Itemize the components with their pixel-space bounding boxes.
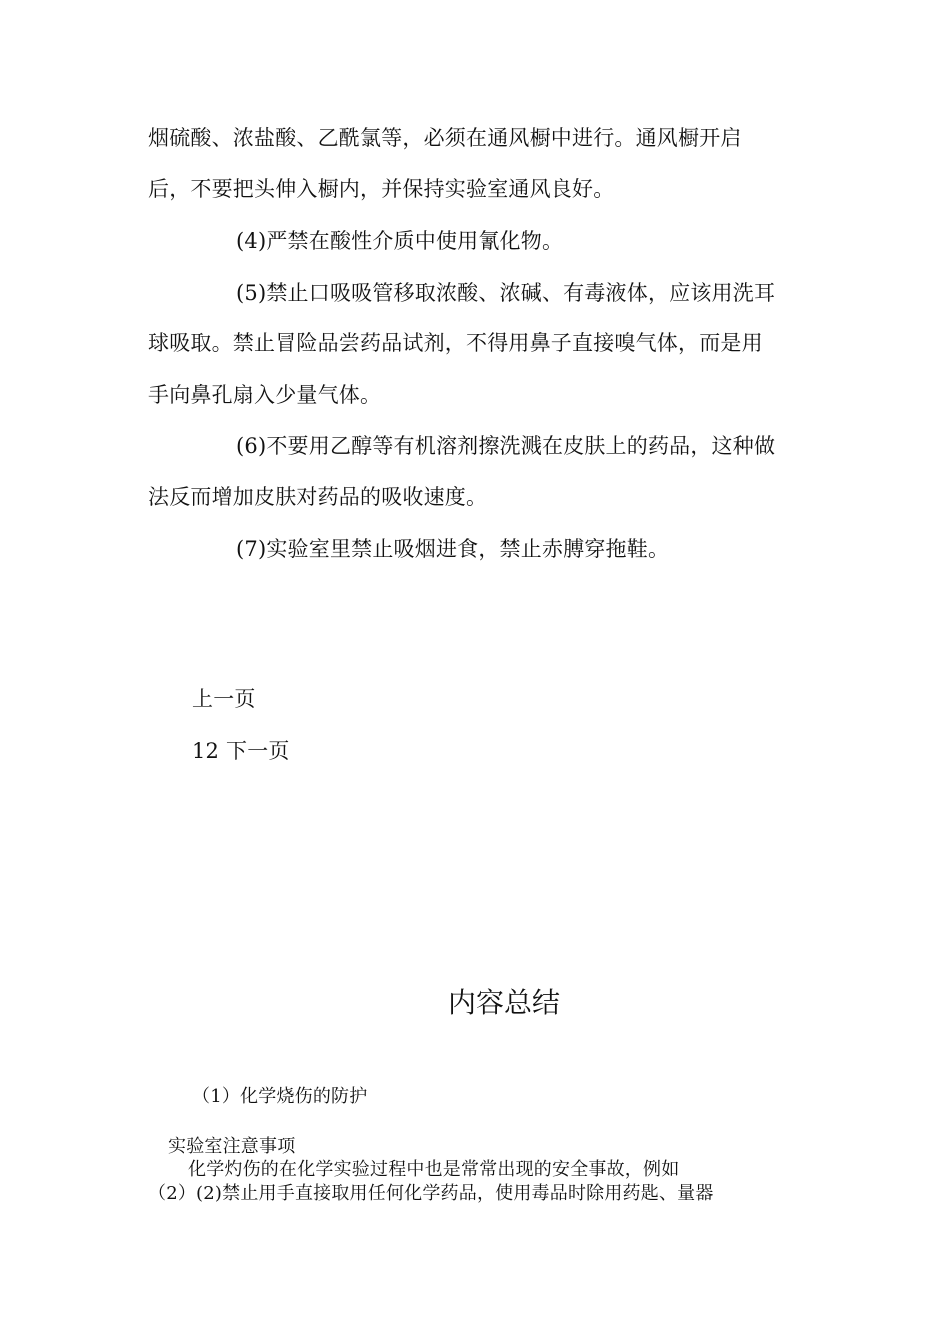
body-line-5: 球吸取。禁止冒险品尝药品试剂，不得用鼻子直接嗅气体，而是用	[148, 331, 763, 355]
prev-page-link[interactable]: 上一页	[192, 687, 256, 711]
summary-item-1: （1）化学烧伤的防护	[192, 1086, 368, 1107]
body-line-8: 法反而增加皮肤对药品的吸收速度。	[148, 485, 488, 509]
body-line-7: (6)不要用乙醇等有机溶剂擦洗溅在皮肤上的药品，这种做	[236, 434, 776, 458]
summary-line-c: （2）(2)禁止用手直接取用任何化学药品，使用毒品时除用药匙、量器	[148, 1183, 714, 1204]
body-line-3: (4)严禁在酸性介质中使用氰化物。	[236, 229, 564, 253]
next-page-link[interactable]: 12 下一页	[192, 739, 290, 763]
body-line-1: 烟硫酸、浓盐酸、乙酰氯等，必须在通风橱中进行。通风橱开启	[148, 126, 742, 150]
body-line-6: 手向鼻孔扇入少量气体。	[148, 383, 382, 407]
summary-line-a: 实验室注意事项	[168, 1136, 296, 1157]
body-line-2: 后，不要把头伸入橱内，并保持实验室通风良好。	[148, 177, 615, 201]
summary-line-b: 化学灼伤的在化学实验过程中也是常常出现的安全事故，例如	[188, 1159, 680, 1180]
body-line-4: (5)禁止口吸吸管移取浓酸、浓碱、有毒液体，应该用洗耳	[236, 281, 776, 305]
body-line-9: (7)实验室里禁止吸烟进食，禁止赤膊穿拖鞋。	[236, 537, 670, 561]
summary-title: 内容总结	[448, 986, 561, 1019]
